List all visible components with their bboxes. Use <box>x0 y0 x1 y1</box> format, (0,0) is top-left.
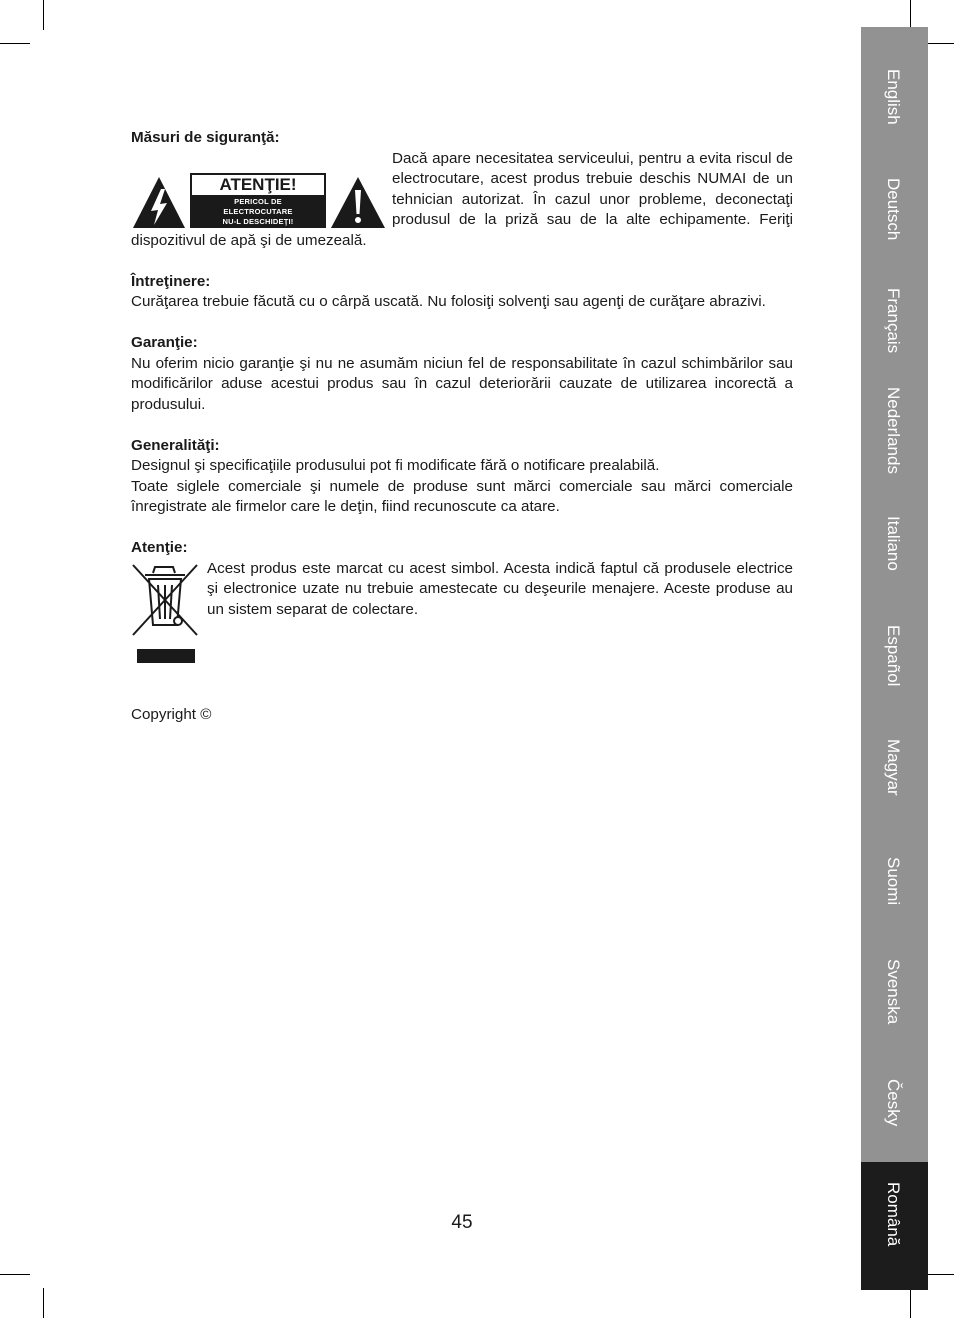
crop-mark <box>43 1288 44 1318</box>
language-sidebar <box>861 27 928 1290</box>
warranty-section <box>131 333 793 415</box>
danger-label-line: NU-L DESCHIDEŢI! <box>222 216 294 226</box>
safety-text: Dacă apare necesitatea serviceului, pentru a evita riscul de electrocutare, acest produs trebuie deschis NUMAI de un tehnician autorizat. În cazul unor probleme, deconectaţi produsul de la priză sau de la alte echipamente. Feriţi dispozitivul de apă şi de umezeală. <box>131 149 793 249</box>
language-tab-italiano[interactable]: Italiano <box>884 516 903 571</box>
copyright-text: Copyright © <box>131 705 212 723</box>
danger-label <box>190 173 326 228</box>
page-number: 45 <box>451 1212 473 1233</box>
attention-heading: Atenţie: <box>131 539 188 556</box>
maintenance-section <box>131 272 793 313</box>
crossed-bin-icon <box>131 559 201 664</box>
language-tab-romana[interactable]: Română <box>861 1162 928 1290</box>
danger-label-line: ELECTROCUTARE <box>223 206 293 216</box>
language-tab-svenska[interactable]: Svenska <box>884 959 903 1025</box>
language-tab-english[interactable]: English <box>884 69 903 125</box>
language-tab-magyar[interactable]: Magyar <box>884 739 903 796</box>
exclamation-warning-icon <box>329 175 387 230</box>
crop-mark <box>910 1288 911 1318</box>
safety-heading: Măsuri de siguranţă: <box>131 129 280 146</box>
language-tab-francais[interactable]: Français <box>884 288 903 354</box>
maintenance-text: Curăţarea trebuie făcută cu o cârpă uscată. Nu folosiţi solvenţi sau agenţi de curăţare abrazivi. <box>131 293 766 310</box>
weee-symbol <box>131 559 207 669</box>
language-tab-espanol[interactable]: Español <box>884 625 903 687</box>
danger-label-line: PERICOL DE <box>234 196 282 206</box>
crop-mark <box>924 1274 954 1275</box>
crop-mark <box>0 43 30 44</box>
language-tab-nederlands[interactable]: Nederlands <box>884 387 903 474</box>
crop-mark <box>0 1274 30 1275</box>
language-tab-cesky[interactable]: Česky <box>884 1079 903 1127</box>
manual-content <box>131 128 793 725</box>
crop-mark <box>43 0 44 30</box>
general-heading: Generalităţi: <box>131 436 220 454</box>
general-text: Toate siglele comerciale şi numele de produse sunt mărci comerciale sau mărci comerciale înregistrate ale firmelor care le deţin, fiind recunoscute ca atare. <box>131 477 793 515</box>
safety-section <box>131 128 793 251</box>
warning-label <box>131 149 388 226</box>
warranty-text: Nu oferim nicio garanţie şi nu ne asumăm niciun fel de responsabilitate în cazul schimbărilor sau modificărilor aduse acestui produs sau în cazul deteriorării cauzate de utilizarea incorectă a produsului. <box>131 354 793 413</box>
danger-label-title: ATENŢIE! <box>192 175 324 195</box>
general-text: Designul şi specificaţiile produsului pot fi modificate fără o notificare prealabilă. <box>131 457 660 474</box>
attention-text: Acest produs este marcat cu acest simbol. Acesta indică faptul că produsele electrice şi electronice uzate nu trebuie amestecate cu deşeurile menajere. Aceste produse au un sistem separat de colectare. <box>207 559 793 618</box>
general-section <box>131 436 793 518</box>
attention-section <box>131 538 793 669</box>
language-tab-suomi[interactable]: Suomi <box>884 857 903 906</box>
maintenance-heading: Întreţinere: <box>131 272 211 290</box>
warranty-heading: Garanţie: <box>131 334 198 351</box>
lightning-warning-icon <box>131 175 187 230</box>
language-tab-deutsch[interactable]: Deutsch <box>884 178 903 241</box>
crop-mark <box>910 0 911 30</box>
crop-mark <box>924 43 954 44</box>
